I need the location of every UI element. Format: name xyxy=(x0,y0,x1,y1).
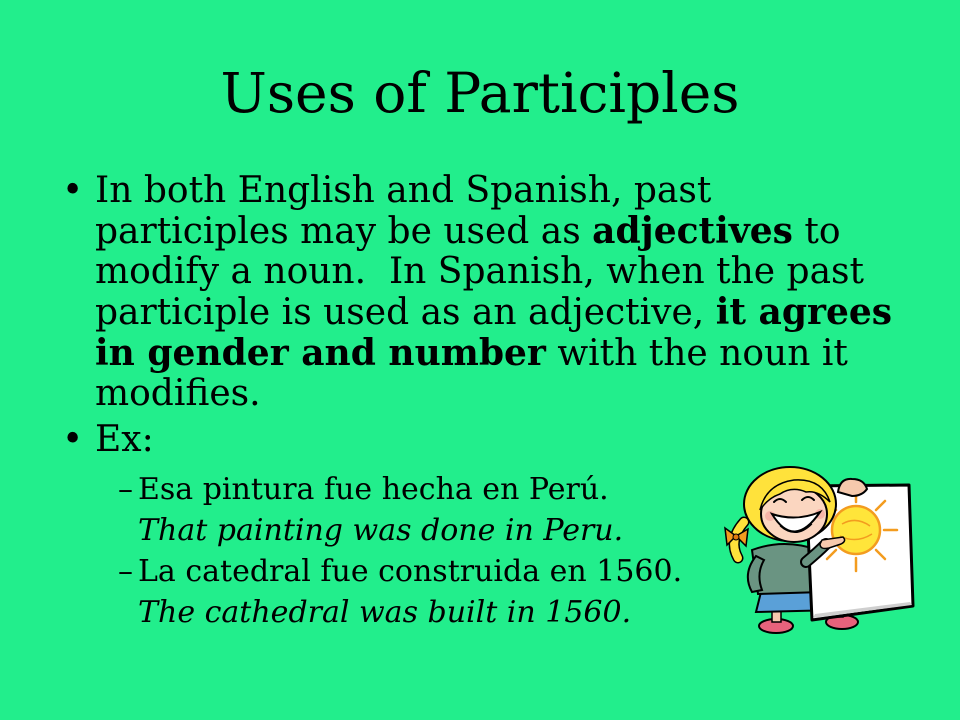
bullet-text xyxy=(95,420,154,460)
girl-holding-sun-drawing-icon xyxy=(722,464,918,640)
bullet-line xyxy=(95,171,892,211)
bullet-marker: • xyxy=(62,170,84,211)
text-run: In both English and Spanish, past xyxy=(95,170,712,211)
example-spanish-sentence: La catedral fue construida en 1560. xyxy=(138,554,683,589)
text-run: to xyxy=(792,211,841,252)
bullet-marker: • xyxy=(62,419,84,460)
text-run: participle is used as an adjective, xyxy=(95,292,716,333)
bold-phrase-agreement: it agrees xyxy=(715,291,893,333)
girl-head xyxy=(744,467,836,542)
slide-title: Uses of Participles xyxy=(220,61,740,125)
bold-term-adjectives: adjectives xyxy=(592,210,793,252)
bullet-line xyxy=(95,252,892,292)
text-run: modify a noun. In Spanish, when the past xyxy=(95,251,864,292)
bullet-text xyxy=(95,171,892,414)
sub-bullet-marker: – xyxy=(118,472,133,507)
pigtail-with-bow xyxy=(725,522,748,558)
bullet-line xyxy=(95,374,892,414)
example-english-translation: The cathedral was built in 1560. xyxy=(138,595,632,630)
text-run: participles may be used as xyxy=(95,211,593,252)
text-run: with the noun it xyxy=(545,333,848,374)
bullet-line xyxy=(95,420,154,460)
hand-holding-paper xyxy=(838,479,867,496)
example-english-translation: That painting was done in Peru. xyxy=(138,513,624,548)
bullet-line xyxy=(95,333,892,374)
text-run: modifies. xyxy=(95,373,261,414)
bullet-line xyxy=(95,211,892,252)
clipart-svg xyxy=(722,464,918,640)
sub-bullet-marker: – xyxy=(118,554,133,589)
text-run: Ex: xyxy=(95,419,154,460)
bullet-line xyxy=(95,292,892,333)
example-spanish-sentence: Esa pintura fue hecha en Perú. xyxy=(138,472,609,507)
bold-phrase-agreement: in gender and number xyxy=(95,332,546,374)
